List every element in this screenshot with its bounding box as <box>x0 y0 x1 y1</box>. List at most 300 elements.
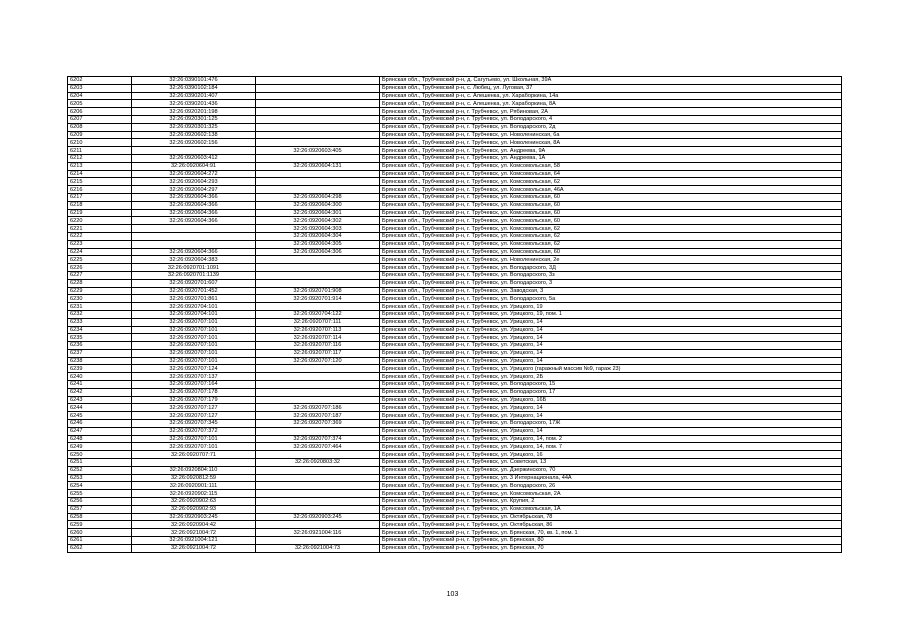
object-cadastral-number-cell: 32:26:0920704:122 <box>256 310 380 318</box>
address-cell: Брянская обл., Трубчевский р-н, г. Трубчевск, ул. Брянская, 70 <box>380 544 842 552</box>
cadastral-number-cell: 32:26:0920701:452 <box>132 287 256 295</box>
object-cadastral-number-cell: 32:26:0920707:111 <box>256 318 380 326</box>
address-cell: Брянская обл., Трубчевский р-н, г. Трубчевск, ул. Володарского, 3Д <box>380 264 842 272</box>
object-cadastral-number-cell: 32:26:0920604:298 <box>256 193 380 201</box>
address-cell: Брянская обл., Трубчевский р-н, г. Трубчевск, ул. Володарского, 2д <box>380 123 842 131</box>
row-number-cell: 6206 <box>68 108 132 116</box>
address-cell: Брянская обл., Трубчевский р-н, г. Трубчевск, ул. Андреева, 1А <box>380 154 842 162</box>
table-row <box>68 498 842 506</box>
cadastral-number-cell: 32:26:0920901:111 <box>132 482 256 490</box>
table-row <box>68 349 842 357</box>
cadastral-number-cell: 32:26:0920301:325 <box>132 123 256 131</box>
cadastral-number-cell: 32:26:0920602:156 <box>132 139 256 147</box>
table-row <box>68 459 842 467</box>
table-row <box>68 326 842 334</box>
address-cell: Брянская обл., Трубчевский р-н, г. Трубчевск, ул. Комсомольская, 62 <box>380 225 842 233</box>
table-row <box>68 287 842 295</box>
row-number-cell: 6224 <box>68 248 132 256</box>
table-row <box>68 193 842 201</box>
address-cell: Брянская обл., Трубчевский р-н, г. Трубчевск, ул. Урицкого, 14 <box>380 342 842 350</box>
row-number-cell: 6254 <box>68 482 132 490</box>
cadastral-number-cell: 32:26:0390201:407 <box>132 92 256 100</box>
row-number-cell: 6228 <box>68 279 132 287</box>
object-cadastral-number-cell: 32:26:0920707:114 <box>256 334 380 342</box>
row-number-cell: 6217 <box>68 193 132 201</box>
row-number-cell: 6226 <box>68 264 132 272</box>
address-cell: Брянская обл., Трубчевский р-н, г. Трубчевск, ул. Комсомольская, 2А <box>380 490 842 498</box>
object-cadastral-number-cell <box>256 427 380 435</box>
address-cell: Брянская обл., Трубчевский р-н, г. Трубчевск, ул. Володарского, 3 <box>380 279 842 287</box>
address-cell: Брянская обл., Трубчевский р-н, г. Трубчевск, ул. Комсомольская, 46А <box>380 186 842 194</box>
document-page <box>67 76 841 553</box>
cadastral-number-cell: 32:26:0920604:366 <box>132 217 256 225</box>
table-row <box>68 443 842 451</box>
table-row <box>68 513 842 521</box>
object-cadastral-number-cell <box>256 521 380 529</box>
row-number-cell: 6250 <box>68 451 132 459</box>
cadastral-number-cell: 32:26:0920812:59 <box>132 474 256 482</box>
object-cadastral-number-cell <box>256 537 380 545</box>
cadastral-number-cell: 32:26:0921004:121 <box>132 537 256 545</box>
object-cadastral-number-cell <box>256 474 380 482</box>
address-cell: Брянская обл., Трубчевский р-н, г. Трубчевск, ул. Урицкого, 14 <box>380 412 842 420</box>
object-cadastral-number-cell <box>256 271 380 279</box>
table-row <box>68 412 842 420</box>
row-number-cell: 6261 <box>68 537 132 545</box>
table-row <box>68 420 842 428</box>
object-cadastral-number-cell: 32:26:0920604:302 <box>256 217 380 225</box>
table-row <box>68 342 842 350</box>
table-row <box>68 186 842 194</box>
object-cadastral-number-cell: 32:26:0921004:116 <box>256 529 380 537</box>
row-number-cell: 6242 <box>68 388 132 396</box>
object-cadastral-number-cell: 32:26:0920707:374 <box>256 435 380 443</box>
table-row <box>68 209 842 217</box>
cadastral-number-cell: 32:26:0920604:297 <box>132 186 256 194</box>
table-row <box>68 115 842 123</box>
address-cell: Брянская обл., Трубчевский р-н, г. Трубчевск, ул. Урицкого, 16 <box>380 451 842 459</box>
page-number: 103 <box>446 591 459 598</box>
cadastral-number-cell: 32:26:0920701:607 <box>132 279 256 287</box>
row-number-cell: 6207 <box>68 115 132 123</box>
cadastral-number-cell: 32:26:0921004:72 <box>132 529 256 537</box>
cadastral-number-cell: 32:26:0920902:63 <box>132 498 256 506</box>
object-cadastral-number-cell <box>256 498 380 506</box>
address-cell: Брянская обл., Трубчевский р-н, г. Трубчевск, ул. Урицкого, 14 <box>380 334 842 342</box>
address-cell: Брянская обл., Трубчевский р-н, г. Трубчевск, ул. Володарского, 5а <box>380 295 842 303</box>
object-cadastral-number-cell <box>256 490 380 498</box>
address-cell: Брянская обл., Трубчевский р-н, г. Трубчевск, ул. Комсомольская, 60 <box>380 209 842 217</box>
row-number-cell: 6221 <box>68 225 132 233</box>
address-cell: Брянская обл., Трубчевский р-н, г. Трубчевск, ул. Андреева, 9А <box>380 147 842 155</box>
table-row <box>68 92 842 100</box>
address-cell: Брянская обл., Трубчевский р-н, г. Трубчевск, ул. Володарского, 15 <box>380 381 842 389</box>
row-number-cell: 6238 <box>68 357 132 365</box>
address-cell: Брянская обл., Трубчевский р-н, г. Трубчевск, ул. Урицкого, 14 <box>380 404 842 412</box>
table-row <box>68 537 842 545</box>
address-cell: Брянская обл., Трубчевский р-н, с. Алешенка, ул. Хараборкина, 8А <box>380 100 842 108</box>
object-cadastral-number-cell <box>256 396 380 404</box>
address-cell: Брянская обл., Трубчевский р-н, г. Трубчевск, ул. Володарского, 17 <box>380 388 842 396</box>
cadastral-number-cell: 32:26:0920707:101 <box>132 435 256 443</box>
cadastral-number-cell: 32:26:0920604:366 <box>132 201 256 209</box>
row-number-cell: 6245 <box>68 412 132 420</box>
object-cadastral-number-cell <box>256 123 380 131</box>
table-row <box>68 521 842 529</box>
address-cell: Брянская обл., Трубчевский р-н, г. Трубчевск, ул. Урицкого, 16Б <box>380 396 842 404</box>
object-cadastral-number-cell: 32:26:0920604:131 <box>256 162 380 170</box>
object-cadastral-number-cell: 32:26:0920701:914 <box>256 295 380 303</box>
table-row <box>68 232 842 240</box>
table-row <box>68 482 842 490</box>
address-cell: Брянская обл., Трубчевский р-н, г. Трубчевск, ул. Брянская, 80 <box>380 537 842 545</box>
object-cadastral-number-cell <box>256 279 380 287</box>
table-row <box>68 451 842 459</box>
row-number-cell: 6262 <box>68 544 132 552</box>
row-number-cell: 6220 <box>68 217 132 225</box>
cadastral-number-cell: 32:26:0390101:476 <box>132 77 256 85</box>
object-cadastral-number-cell <box>256 264 380 272</box>
table-row <box>68 201 842 209</box>
address-cell: Брянская обл., Трубчевский р-н, г. Трубчевск, ул. Урицкого (гаражный массив №9, гараж 23) <box>380 365 842 373</box>
table-row <box>68 178 842 186</box>
cadastral-number-cell: 32:26:0920707:372 <box>132 427 256 435</box>
object-cadastral-number-cell <box>256 108 380 116</box>
row-number-cell: 6227 <box>68 271 132 279</box>
address-cell: Брянская обл., Трубчевский р-н, г. Трубчевск, ул. Урицкого, 2Б <box>380 373 842 381</box>
row-number-cell: 6259 <box>68 521 132 529</box>
object-cadastral-number-cell: 32:26:0920803:32 <box>256 459 380 467</box>
cadastral-number-cell <box>132 232 256 240</box>
cadastral-number-cell: 32:26:0920604:383 <box>132 256 256 264</box>
table-row <box>68 123 842 131</box>
table-row <box>68 303 842 311</box>
table-row <box>68 256 842 264</box>
table-row <box>68 381 842 389</box>
cadastral-number-cell: 32:26:0920707:101 <box>132 334 256 342</box>
address-cell: Брянская обл., Трубчевский р-н, г. Трубчевск, ул. Комсомольская, 60 <box>380 248 842 256</box>
cadastral-number-cell: 32:26:0920604:293 <box>132 178 256 186</box>
table-row <box>68 77 842 85</box>
row-number-cell: 6225 <box>68 256 132 264</box>
cadastral-number-cell: 32:26:0920904:42 <box>132 521 256 529</box>
cadastral-number-cell: 32:26:0920701:861 <box>132 295 256 303</box>
registry-table <box>67 76 842 553</box>
cadastral-number-cell: 32:26:0920707:345 <box>132 420 256 428</box>
row-number-cell: 6240 <box>68 373 132 381</box>
cadastral-number-cell: 32:26:0920604:272 <box>132 170 256 178</box>
row-number-cell: 6229 <box>68 287 132 295</box>
row-number-cell: 6233 <box>68 318 132 326</box>
object-cadastral-number-cell <box>256 131 380 139</box>
cadastral-number-cell: 32:26:0920902:115 <box>132 490 256 498</box>
address-cell: Брянская обл., Трубчевский р-н, г. Трубчевск, ул. Урицкого, 14 <box>380 357 842 365</box>
table-row <box>68 529 842 537</box>
address-cell: Брянская обл., Трубчевский р-н, г. Трубчевск, ул. Октябрьская, 78 <box>380 513 842 521</box>
address-cell: Брянская обл., Трубчевский р-н, г. Трубчевск, ул. Рябиновая, 2А <box>380 108 842 116</box>
table-row <box>68 365 842 373</box>
cadastral-number-cell: 32:26:0920201:198 <box>132 108 256 116</box>
table-row <box>68 310 842 318</box>
address-cell: Брянская обл., Трубчевский р-н, г. Трубчевск, ул. Урицкого, 14, пом. 7 <box>380 443 842 451</box>
address-cell: Брянская обл., Трубчевский р-н, г. Трубчевск, ул. Новоленинская, 8А <box>380 139 842 147</box>
address-cell: Брянская обл., Трубчевский р-н, г. Трубчевск, ул. Володарского, 4 <box>380 115 842 123</box>
object-cadastral-number-cell <box>256 451 380 459</box>
address-cell: Брянская обл., Трубчевский р-н, г. Трубчевск, ул. Урицкого, 14 <box>380 318 842 326</box>
cadastral-number-cell: 32:26:0920704:101 <box>132 303 256 311</box>
cadastral-number-cell: 32:26:0920701:1091 <box>132 264 256 272</box>
row-number-cell: 6256 <box>68 498 132 506</box>
table-row <box>68 170 842 178</box>
table-row <box>68 279 842 287</box>
address-cell: Брянская обл., Трубчевский р-н, г. Трубчевск, ул. Комсомольская, 62 <box>380 178 842 186</box>
object-cadastral-number-cell: 32:26:0920707:186 <box>256 404 380 412</box>
table-row <box>68 225 842 233</box>
table-row <box>68 131 842 139</box>
table-row <box>68 334 842 342</box>
row-number-cell: 6212 <box>68 154 132 162</box>
cadastral-number-cell: 32:26:0920602:138 <box>132 131 256 139</box>
row-number-cell: 6243 <box>68 396 132 404</box>
cadastral-number-cell <box>132 147 256 155</box>
address-cell: Брянская обл., Трубчевский р-н, г. Трубчевск, ул. Комсомольская, 60 <box>380 193 842 201</box>
address-cell: Брянская обл., Трубчевский р-н, г. Трубчевск, ул. Урицкого, 14 <box>380 427 842 435</box>
row-number-cell: 6246 <box>68 420 132 428</box>
address-cell: Брянская обл., Трубчевский р-н, д. Сагутьево, ул. Школьная, 39А <box>380 77 842 85</box>
row-number-cell: 6244 <box>68 404 132 412</box>
address-cell: Брянская обл., Трубчевский р-н, г. Трубчевск, ул. Советская, 13 <box>380 459 842 467</box>
cadastral-number-cell: 32:26:0920707:101 <box>132 318 256 326</box>
row-number-cell: 6235 <box>68 334 132 342</box>
cadastral-number-cell: 32:26:0920903:245 <box>132 513 256 521</box>
row-number-cell: 6213 <box>68 162 132 170</box>
row-number-cell: 6241 <box>68 381 132 389</box>
row-number-cell: 6247 <box>68 427 132 435</box>
row-number-cell: 6257 <box>68 505 132 513</box>
table-row <box>68 435 842 443</box>
cadastral-number-cell: 32:26:0920301:125 <box>132 115 256 123</box>
cadastral-number-cell: 32:26:0920707:124 <box>132 365 256 373</box>
object-cadastral-number-cell: 32:26:0920603:405 <box>256 147 380 155</box>
object-cadastral-number-cell <box>256 139 380 147</box>
row-number-cell: 6214 <box>68 170 132 178</box>
object-cadastral-number-cell <box>256 256 380 264</box>
object-cadastral-number-cell <box>256 115 380 123</box>
row-number-cell: 6231 <box>68 303 132 311</box>
table-row <box>68 318 842 326</box>
address-cell: Брянская обл., Трубчевский р-н, г. Трубчевск, ул. Крупия, 2 <box>380 498 842 506</box>
object-cadastral-number-cell: 32:26:0920604:306 <box>256 248 380 256</box>
row-number-cell: 6232 <box>68 310 132 318</box>
address-cell: Брянская обл., Трубчевский р-н, с. Алешенка, ул. Хараборкина, 14а <box>380 92 842 100</box>
table-row <box>68 388 842 396</box>
cadastral-number-cell: 32:26:0920707:101 <box>132 342 256 350</box>
row-number-cell: 6216 <box>68 186 132 194</box>
row-number-cell: 6248 <box>68 435 132 443</box>
object-cadastral-number-cell <box>256 365 380 373</box>
table-row <box>68 427 842 435</box>
table-row <box>68 373 842 381</box>
row-number-cell: 6222 <box>68 232 132 240</box>
object-cadastral-number-cell: 32:26:0920604:304 <box>256 232 380 240</box>
object-cadastral-number-cell <box>256 373 380 381</box>
address-cell: Брянская обл., Трубчевский р-н, г. Трубчевск, ул. Урицкого, 14 <box>380 326 842 334</box>
row-number-cell: 6219 <box>68 209 132 217</box>
object-cadastral-number-cell <box>256 77 380 85</box>
cadastral-number-cell: 32:26:0920604:366 <box>132 248 256 256</box>
row-number-cell: 6239 <box>68 365 132 373</box>
object-cadastral-number-cell: 32:26:0920604:300 <box>256 201 380 209</box>
object-cadastral-number-cell <box>256 303 380 311</box>
row-number-cell: 6255 <box>68 490 132 498</box>
table-row <box>68 544 842 552</box>
object-cadastral-number-cell: 32:26:0920707:369 <box>256 420 380 428</box>
cadastral-number-cell: 32:26:0920902:93 <box>132 505 256 513</box>
table-row <box>68 248 842 256</box>
address-cell: Брянская обл., Трубчевский р-н, г. Трубчевск, ул. Комсомольская, 60 <box>380 201 842 209</box>
cadastral-number-cell: 32:26:0920701:1139 <box>132 271 256 279</box>
cadastral-number-cell: 32:26:0920707:101 <box>132 443 256 451</box>
row-number-cell: 6251 <box>68 459 132 467</box>
object-cadastral-number-cell <box>256 84 380 92</box>
address-cell: Брянская обл., Трубчевский р-н, г. Трубчевск, ул. Дзержинского, 70 <box>380 466 842 474</box>
object-cadastral-number-cell <box>256 482 380 490</box>
object-cadastral-number-cell: 32:26:0920707:116 <box>256 342 380 350</box>
cadastral-number-cell <box>132 240 256 248</box>
cadastral-number-cell: 32:26:0920603:412 <box>132 154 256 162</box>
address-cell: Брянская обл., Трубчевский р-н, г. Трубчевск, ул. Урицкого, 19, пом. 1 <box>380 310 842 318</box>
registry-table-body <box>68 77 842 553</box>
table-row <box>68 490 842 498</box>
object-cadastral-number-cell <box>256 381 380 389</box>
row-number-cell: 6202 <box>68 77 132 85</box>
cadastral-number-cell: 32:26:0920804:110 <box>132 466 256 474</box>
object-cadastral-number-cell: 32:26:0920707:464 <box>256 443 380 451</box>
row-number-cell: 6237 <box>68 349 132 357</box>
table-row <box>68 84 842 92</box>
address-cell: Брянская обл., Трубчевский р-н, г. Трубчевск, ул. Комсомольская, 1А <box>380 505 842 513</box>
object-cadastral-number-cell <box>256 154 380 162</box>
row-number-cell: 6211 <box>68 147 132 155</box>
address-cell: Брянская обл., Трубчевский р-н, г. Трубчевск, ул. 3 Интернационала, 44А <box>380 474 842 482</box>
row-number-cell: 6252 <box>68 466 132 474</box>
object-cadastral-number-cell <box>256 170 380 178</box>
row-number-cell: 6260 <box>68 529 132 537</box>
cadastral-number-cell <box>132 459 256 467</box>
row-number-cell: 6258 <box>68 513 132 521</box>
address-cell: Брянская обл., Трубчевский р-н, г. Трубчевск, ул. Комсомольская, 62 <box>380 232 842 240</box>
object-cadastral-number-cell: 32:26:0920903:245 <box>256 513 380 521</box>
row-number-cell: 6253 <box>68 474 132 482</box>
table-row <box>68 505 842 513</box>
cadastral-number-cell: 32:26:0920707:179 <box>132 396 256 404</box>
cadastral-number-cell: 32:26:0920707:178 <box>132 388 256 396</box>
object-cadastral-number-cell: 32:26:0920707:120 <box>256 357 380 365</box>
cadastral-number-cell: 32:26:0920707:164 <box>132 381 256 389</box>
address-cell: Брянская обл., Трубчевский р-н, г. Трубчевск, ул. Урицкого, 14 <box>380 349 842 357</box>
address-cell: Брянская обл., Трубчевский р-н, г. Трубчевск, ул. Комсомольская, 60 <box>380 217 842 225</box>
cadastral-number-cell: 32:26:0920604:91 <box>132 162 256 170</box>
object-cadastral-number-cell <box>256 466 380 474</box>
table-row <box>68 100 842 108</box>
object-cadastral-number-cell <box>256 505 380 513</box>
address-cell: Брянская обл., Трубчевский р-н, с. Любец, ул. Луговая, 37 <box>380 84 842 92</box>
row-number-cell: 6236 <box>68 342 132 350</box>
object-cadastral-number-cell <box>256 388 380 396</box>
object-cadastral-number-cell: 32:26:0920604:303 <box>256 225 380 233</box>
cadastral-number-cell: 32:26:0390102:184 <box>132 84 256 92</box>
row-number-cell: 6234 <box>68 326 132 334</box>
table-row <box>68 139 842 147</box>
object-cadastral-number-cell: 32:26:0921004:73 <box>256 544 380 552</box>
address-cell: Брянская обл., Трубчевский р-н, г. Трубчевск, ул. Володарского, 3з <box>380 271 842 279</box>
table-row <box>68 271 842 279</box>
object-cadastral-number-cell <box>256 186 380 194</box>
object-cadastral-number-cell: 32:26:0920707:113 <box>256 326 380 334</box>
table-row <box>68 264 842 272</box>
table-row <box>68 474 842 482</box>
object-cadastral-number-cell <box>256 178 380 186</box>
object-cadastral-number-cell <box>256 100 380 108</box>
cadastral-number-cell: 32:26:0920707:137 <box>132 373 256 381</box>
table-row <box>68 240 842 248</box>
table-row <box>68 404 842 412</box>
table-row <box>68 295 842 303</box>
cadastral-number-cell: 32:26:0920707:101 <box>132 326 256 334</box>
address-cell: Брянская обл., Трубчевский р-н, г. Трубчевск, ул. Октябрьская, 86 <box>380 521 842 529</box>
object-cadastral-number-cell: 32:26:0920604:301 <box>256 209 380 217</box>
row-number-cell: 6205 <box>68 100 132 108</box>
table-row <box>68 108 842 116</box>
row-number-cell: 6230 <box>68 295 132 303</box>
cadastral-number-cell: 32:26:0920707:101 <box>132 349 256 357</box>
address-cell: Брянская обл., Трубчевский р-н, г. Трубчевск, ул. Комсомольская, 62 <box>380 240 842 248</box>
object-cadastral-number-cell <box>256 92 380 100</box>
cadastral-number-cell: 32:26:0920604:366 <box>132 209 256 217</box>
cadastral-number-cell: 32:26:0921004:72 <box>132 544 256 552</box>
address-cell: Брянская обл., Трубчевский р-н, г. Трубчевск, ул. Заводская, 3 <box>380 287 842 295</box>
table-row <box>68 466 842 474</box>
row-number-cell: 6210 <box>68 139 132 147</box>
table-row <box>68 357 842 365</box>
cadastral-number-cell: 32:26:0920707:71 <box>132 451 256 459</box>
address-cell: Брянская обл., Трубчевский р-н, г. Трубчевск, ул. Комсомольская, 58 <box>380 162 842 170</box>
cadastral-number-cell: 32:26:0920707:127 <box>132 412 256 420</box>
address-cell: Брянская обл., Трубчевский р-н, г. Трубчевск, ул. Комсомольская, 64 <box>380 170 842 178</box>
table-row <box>68 162 842 170</box>
table-row <box>68 396 842 404</box>
row-number-cell: 6223 <box>68 240 132 248</box>
address-cell: Брянская обл., Трубчевский р-н, г. Трубчевск, ул. Новоленинская, 2е <box>380 256 842 264</box>
table-row <box>68 217 842 225</box>
row-number-cell: 6204 <box>68 92 132 100</box>
cadastral-number-cell <box>132 225 256 233</box>
object-cadastral-number-cell: 32:26:0920707:187 <box>256 412 380 420</box>
address-cell: Брянская обл., Трубчевский р-н, г. Трубчевск, ул. Новоленинская, 6а <box>380 131 842 139</box>
row-number-cell: 6249 <box>68 443 132 451</box>
table-row <box>68 147 842 155</box>
address-cell: Брянская обл., Трубчевский р-н, г. Трубчевск, ул. Брянская, 70, кв. 1, пом. 1 <box>380 529 842 537</box>
object-cadastral-number-cell: 32:26:0920707:117 <box>256 349 380 357</box>
table-row <box>68 154 842 162</box>
row-number-cell: 6203 <box>68 84 132 92</box>
row-number-cell: 6215 <box>68 178 132 186</box>
object-cadastral-number-cell: 32:26:0920701:908 <box>256 287 380 295</box>
cadastral-number-cell: 32:26:0920704:101 <box>132 310 256 318</box>
object-cadastral-number-cell: 32:26:0920604:305 <box>256 240 380 248</box>
address-cell: Брянская обл., Трубчевский р-н, г. Трубчевск, ул. Володарского, 17Ж <box>380 420 842 428</box>
cadastral-number-cell: 32:26:0920707:127 <box>132 404 256 412</box>
